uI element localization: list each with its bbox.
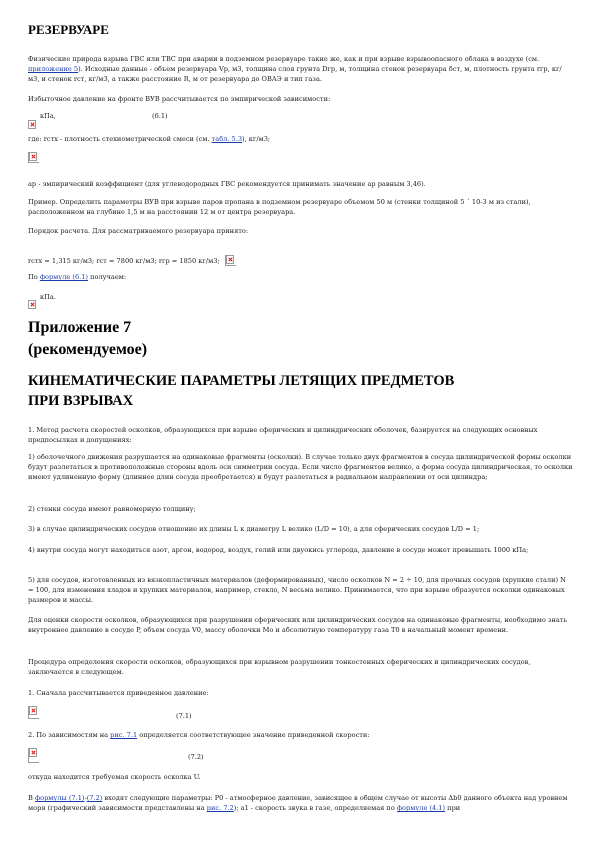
link-formula-7-1[interactable]: формулы (7.1): [34, 794, 85, 802]
text-span: получаем:: [88, 273, 127, 281]
text-span: входят следующие параметры: P0 - атмосферное давление, зависящее в общем случае от высоты Δb0 данного объекта над уровнем моря (графический зависимости представлены на: [28, 794, 568, 812]
link-figure-7-2[interactable]: рис. 7.2: [206, 804, 234, 812]
text-span: В: [28, 794, 35, 802]
paragraph-item-4: 4) внутри сосуда могут находиться азот, аргон, водород, воздух, гелий или двуокись углерода, давление в сосуде может превышать 1000 кПа;: [28, 546, 529, 554]
paragraph-item-1: 1) оболочечного движения разрушается на одинаковые фрагменты (осколки). В случае только двух фрагментов в сосуда цилиндрической формы осколки будут разлетаться в противоположные стороны вдоль оси симметрии сосуда. Если число фрагментов велико, а форма сосуда цилиндрическая, то осколки имеют удлиненную форму (длиннее длин сосуда преобретается) и будут разлетаться в радиальном направлении от оси цилиндра;: [28, 453, 573, 481]
broken-image-icon: [29, 748, 37, 757]
broken-image-icon: [226, 255, 234, 264]
text-span: Физические природа взрыва ГВС или ТВС при аварии в подземном резервуаре такие же, как и при взрыве взрывоопасного облака в воздухе (см.: [28, 55, 540, 63]
paragraph-method: 1. Метод расчета скоростей осколков, образующихся при взрыве сферических и цилиндрических оболочек, базируется на следующих основных предпосылках и допущениях:: [28, 426, 538, 444]
main-heading-line-2: ПРИ ВЗРЫВАХ: [28, 393, 134, 409]
equation-6-1: [28, 112, 573, 122]
paragraph-item-3: 3) в случае цилиндрических сосудов отношение их длины L к диаметру L велико (L/D = 10), а для сферических сосудов L/D = 1;: [28, 525, 480, 533]
text-span: определяется соответствующее значение приведенной скорости:: [137, 731, 370, 739]
paragraph-item-5: 5) для сосудов, изготовленных из вязкопластичных материалов (деформированных), число осколков N = 2 ÷ 10, для прочных сосудов (хрупкие стали) N = 100, для изменения хладов и хрупких материалов, например, стекло, N весьма велико. Принимается, что при взрыве образуется осколки одинаковых размеров и массы.: [28, 576, 566, 604]
paragraph-formula-ref: [28, 272, 573, 282]
link-table-5-3[interactable]: табл. 5.3: [211, 135, 243, 143]
broken-image-icon: [29, 706, 37, 715]
paragraph-overpressure: Избыточное давление на фронте ВУВ рассчитывается по эмпирической зависимости:: [28, 95, 331, 103]
paragraph-physics: [28, 54, 573, 84]
text-span: ); a1 - скорость звука в газе, определяемая по: [233, 804, 397, 812]
paragraph-item-2: 2) стенки сосуда имеют равномерную толщину;: [28, 505, 196, 513]
text-span: где: rстх - плотность стехиометрической смеси (см.: [28, 135, 212, 143]
text-span: 2. По зависимостям на: [28, 731, 111, 739]
broken-image-frame: [28, 152, 39, 163]
equation-unit: кПа,: [40, 112, 56, 120]
broken-image-icon: [28, 300, 36, 309]
link-appendix-5[interactable]: приложение 5: [28, 65, 79, 73]
paragraph-example: Пример. Определить параметры ВУВ при взрыве паров пропана в подземном резервуаре объемом 50 м (стенки толщиной 5 ´ 10-3 м из стали), расположенном на глубине 1,5 м на расстоянии 12 м от центра резервуара.: [28, 198, 531, 216]
link-formula-6-1[interactable]: формуле (6.1): [39, 273, 89, 281]
broken-image-frame: [225, 255, 236, 266]
link-figure-7-1[interactable]: рис. 7.1: [110, 731, 138, 739]
main-heading-line-1: КИНЕМАТИЧЕСКИЕ ПАРАМЕТРЫ ЛЕТЯЩИХ ПРЕДМЕТОВ: [28, 373, 455, 389]
appendix-title: Приложение 7: [28, 319, 132, 336]
result-unit: кПа.: [40, 293, 56, 301]
paragraph-estimation: Для оценки скорости осколков, образующихся при разрушении сферических или цилиндрических сосудов на одинаковые фрагменты, необходимо знать внутреннее давление в сосуде P, объем сосуда V0, массу оболочки Мо и абсолютную температуру газа T0 в начальный момент времени.: [28, 616, 568, 634]
text-span: ), кг/м3;: [242, 135, 271, 143]
section-heading-top: РЕЗЕРВУАРЕ: [28, 22, 109, 37]
link-formula-4-1[interactable]: формуле (4.1): [396, 804, 446, 812]
paragraph-procedure: Процедура определения скорости осколков, образующихся при взрывном разрушении тонкостенных сферических и цилиндрических сосудов, заключается в следующем.: [28, 658, 531, 676]
equation-7-1-number: (7.1): [176, 712, 192, 720]
equation-result: [28, 292, 228, 304]
text-span: -: [84, 794, 87, 802]
paragraph-where: [28, 134, 573, 144]
paragraph-coefficient: ap - эмпирический коэффициент (для углеводородных ГВС рекомендуется принимать значение ap равным 3,46).: [28, 180, 426, 188]
paragraph-calc-order: Порядок расчета. Для рассматриваемого резервуара принято:: [28, 227, 249, 235]
broken-image-icon: [28, 120, 36, 129]
paragraph-densities: [28, 248, 573, 265]
broken-image-icon: [29, 152, 37, 161]
appendix-subtitle: (рекомендуемое): [28, 341, 148, 358]
text-span: ). Исходные данные - объем резервуара Vp, м3, толщина слоя грунта Dгр, м, толщина стенок резервуара δст, м, плотность грунта rгр, кг/м3, и стенок rст, кг/м3, а также расстояние R, м от резервуара до ОВАЭ и тип газа.: [28, 65, 562, 83]
broken-image-frame: [28, 748, 39, 763]
paragraph-velocity: откуда находится требуемая скорость осколка U.: [28, 773, 201, 781]
paragraph-parameters: [28, 793, 573, 813]
broken-image-frame: [28, 706, 39, 719]
paragraph-step-1: 1. Сначала рассчитывается приведенное давление:: [28, 689, 209, 697]
densities-text: rстх = 1,315 кг/м3; rст = 7800 кг/м3; rгр = 1850 кг/м3;: [28, 257, 220, 265]
text-span: По: [28, 273, 40, 281]
link-formula-7-2[interactable]: (7.2): [86, 794, 103, 802]
equation-number: (6.1): [152, 112, 168, 120]
text-span: при: [445, 804, 461, 812]
paragraph-step-2: [28, 730, 573, 740]
equation-7-2-number: (7.2): [188, 753, 204, 761]
